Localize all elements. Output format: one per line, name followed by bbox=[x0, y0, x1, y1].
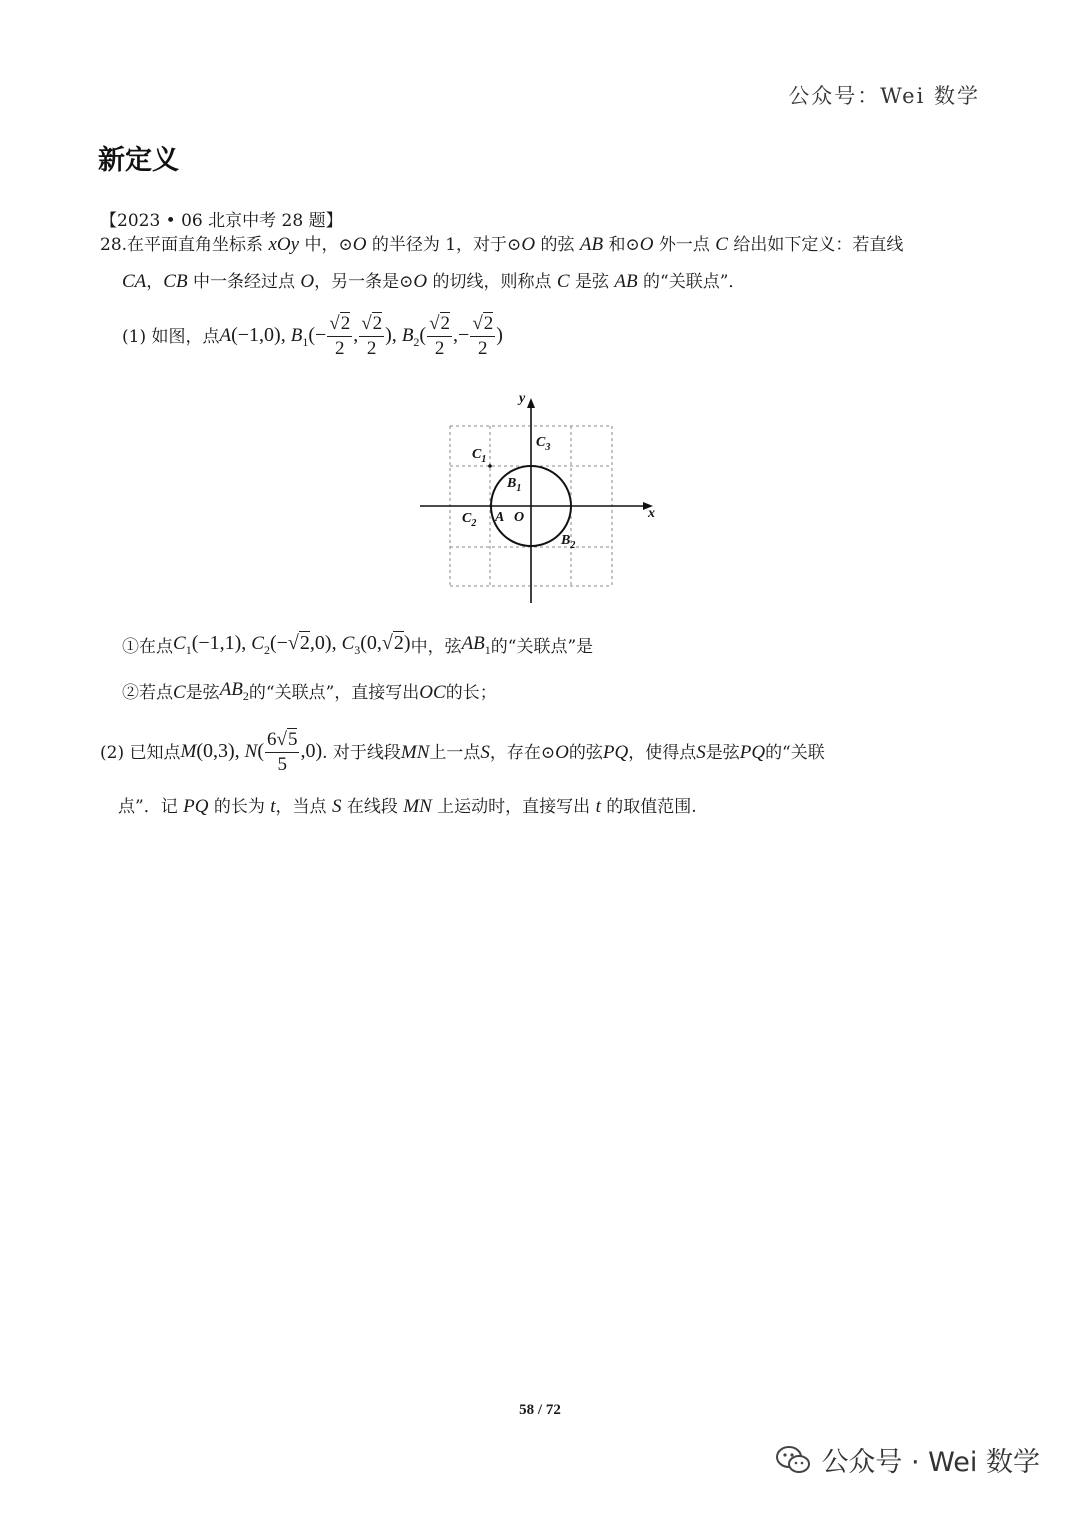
label-c1: $C_1$ bbox=[472, 447, 487, 465]
part2-line-1: (2) 已知点 M(0,3), N( $\frac{6√5}{5}$ ,0) . 对于线段 MN 上一点 S ，存在⊙ O 的弦 PQ ，使得点 S 是弦 PQ 的“关联 bbox=[100, 729, 825, 775]
section-title: 新定义 bbox=[98, 145, 179, 176]
footer-brand-text: 公众号 · Wei 数学 bbox=[821, 1447, 1040, 1478]
problem-line-2: CA，CB 中一条经过点 O，另一条是⊙O 的切线，则称点 C 是弦 AB 的“关联点”． bbox=[122, 271, 746, 292]
label-o: O bbox=[514, 510, 525, 525]
label-b2: $B_2$ bbox=[561, 533, 576, 551]
problem-line-1: 28.在平面直角坐标系 xOy 中，⊙O 的半径为 1，对于⊙O 的弦 AB 和⊙O 外一点 C 给出如下定义：若直线 bbox=[100, 234, 904, 255]
y-axis-arrow-icon bbox=[527, 398, 535, 408]
label-y: y bbox=[519, 391, 526, 406]
coordinate-figure bbox=[415, 388, 665, 610]
label-c2: $C_2$ bbox=[462, 511, 477, 529]
c-points: $C_1(-1,1)$, $C_2(-√2,0)$, $C_3(0,√2)$ bbox=[173, 632, 411, 657]
question-1: ①在点 $C_1(-1,1)$, $C_2(-√2,0)$, $C_3(0,√2)$ 中，弦 $AB_1$ 的“关联点”是 bbox=[122, 630, 593, 663]
point-c1 bbox=[488, 464, 492, 468]
label-b1: $B_1$ bbox=[507, 476, 522, 494]
wechat-icon bbox=[775, 1445, 811, 1475]
question-2: ②若点 C 是弦 $AB_2$ 的“关联点”，直接写出 OC 的长； bbox=[122, 679, 497, 703]
point-coordinates: A(−1,0), $B_1(-$ $\frac{√2}{2}$ , $\frac{√2}{2}$ ), $B_2$( $\frac{√2}{2}$ ,− $\frac{√2}{2}$ ) bbox=[219, 313, 503, 359]
mn-points: M(0,3), N( $\frac{6√5}{5}$ ,0) bbox=[180, 729, 323, 775]
footer-brand bbox=[775, 1440, 1040, 1479]
problem-source: 【2023 • 06 北京中考 28 题】 bbox=[100, 211, 343, 231]
part1-statement: (1) 如图，点 A(−1,0), $B_1(-$ $\frac{√2}{2}$ , $\frac{√2}{2}$ ), $B_2$( $\frac{√2}{2}$ ,− $\frac{√2}{2}$ ) bbox=[122, 313, 503, 359]
label-x: x bbox=[648, 506, 655, 521]
label-c3: $C_3$ bbox=[536, 435, 551, 453]
label-a: A bbox=[495, 510, 505, 525]
page-number: 58 / 72 bbox=[519, 1402, 561, 1418]
header-brand: 公众号：Wei 数学 bbox=[788, 84, 980, 108]
part2-line-2: 点”．记 PQ 的长为 t，当点 S 在线段 MN 上运动时，直接写出 t 的取值范围. bbox=[118, 796, 697, 817]
